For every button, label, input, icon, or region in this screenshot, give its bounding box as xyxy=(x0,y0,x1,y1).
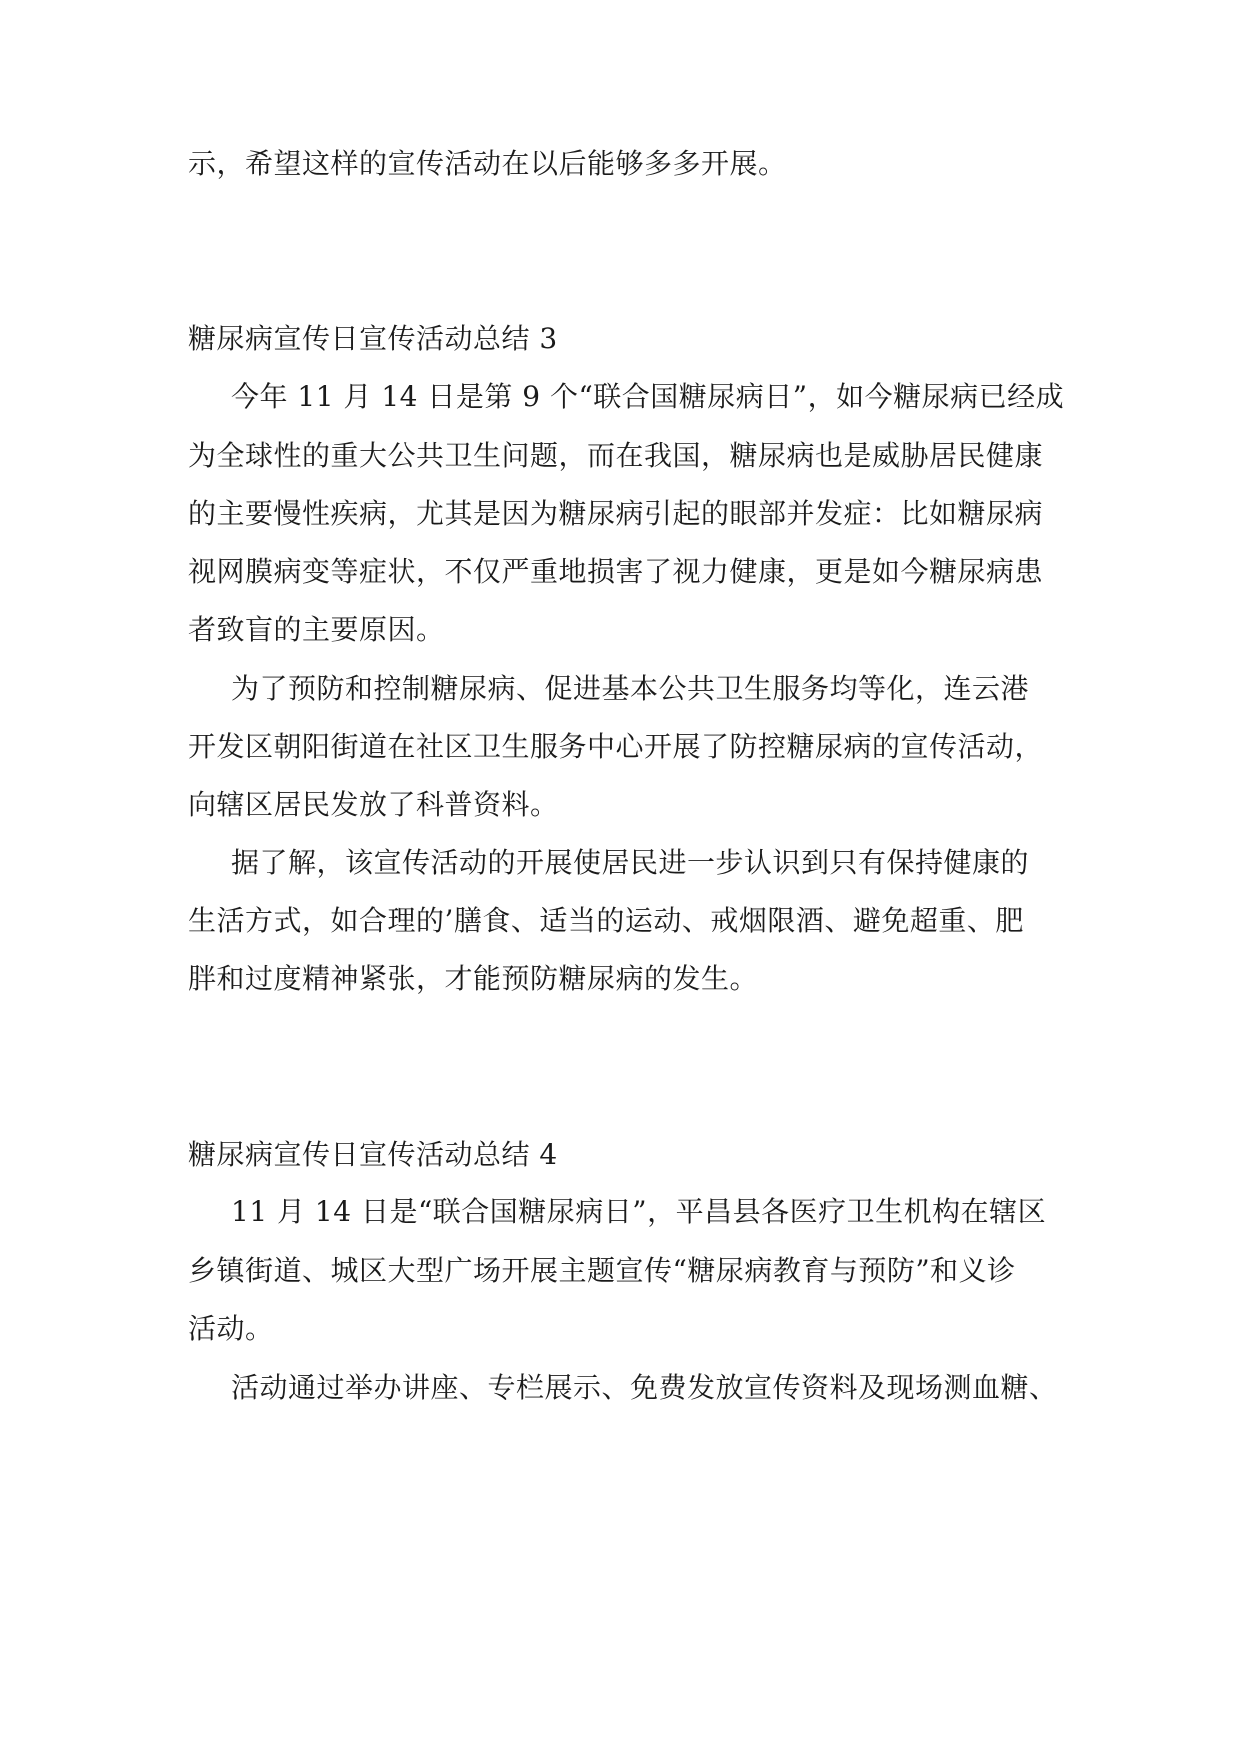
paragraph-line: 胖和过度精神紧张，才能预防糖尿病的发生。 xyxy=(188,962,759,995)
paragraph-line: 视网膜病变等症状，不仅严重地损害了视力健康，更是如今糖尿病患 xyxy=(188,555,1044,588)
paragraph-line: 据了解，该宣传活动的开展使居民进一步认识到只有保持健康的 xyxy=(231,846,1030,879)
paragraph-line: 为全球性的重大公共卫生问题，而在我国，糖尿病也是威胁居民健康 xyxy=(188,439,1044,472)
paragraph-line: 生活方式，如合理的’膳食、适当的运动、戒烟限酒、避免超重、肥 xyxy=(188,904,1024,937)
paragraph-line: 今年 11 月 14 日是第 9 个“联合国糖尿病日”，如今糖尿病已经成 xyxy=(231,380,1065,413)
section-heading-3: 糖尿病宣传日宣传活动总结 3 xyxy=(188,322,558,355)
paragraph-line: 的主要慢性疾病，尤其是因为糖尿病引起的眼部并发症：比如糖尿病 xyxy=(188,497,1044,530)
paragraph-line: 为了预防和控制糖尿病、促进基本公共卫生服务均等化，连云港 xyxy=(231,672,1030,705)
paragraph-line: 向辖区居民发放了科普资料。 xyxy=(188,788,559,821)
body-text-line: 示，希望这样的宣传活动在以后能够多多开展。 xyxy=(188,147,787,180)
paragraph-line: 11 月 14 日是“联合国糖尿病日”，平昌县各医疗卫生机构在辖区 xyxy=(231,1195,1047,1228)
section-heading-4: 糖尿病宣传日宣传活动总结 4 xyxy=(188,1138,558,1171)
paragraph-line: 活动通过举办讲座、专栏展示、免费发放宣传资料及现场测血糖、 xyxy=(231,1371,1058,1404)
paragraph-line: 活动。 xyxy=(188,1312,274,1345)
paragraph-line: 开发区朝阳街道在社区卫生服务中心开展了防控糖尿病的宣传活动， xyxy=(188,730,1044,763)
paragraph-line: 乡镇街道、城区大型广场开展主题宣传“糖尿病教育与预防”和义诊 xyxy=(188,1254,1016,1287)
paragraph-line: 者致盲的主要原因。 xyxy=(188,613,445,646)
